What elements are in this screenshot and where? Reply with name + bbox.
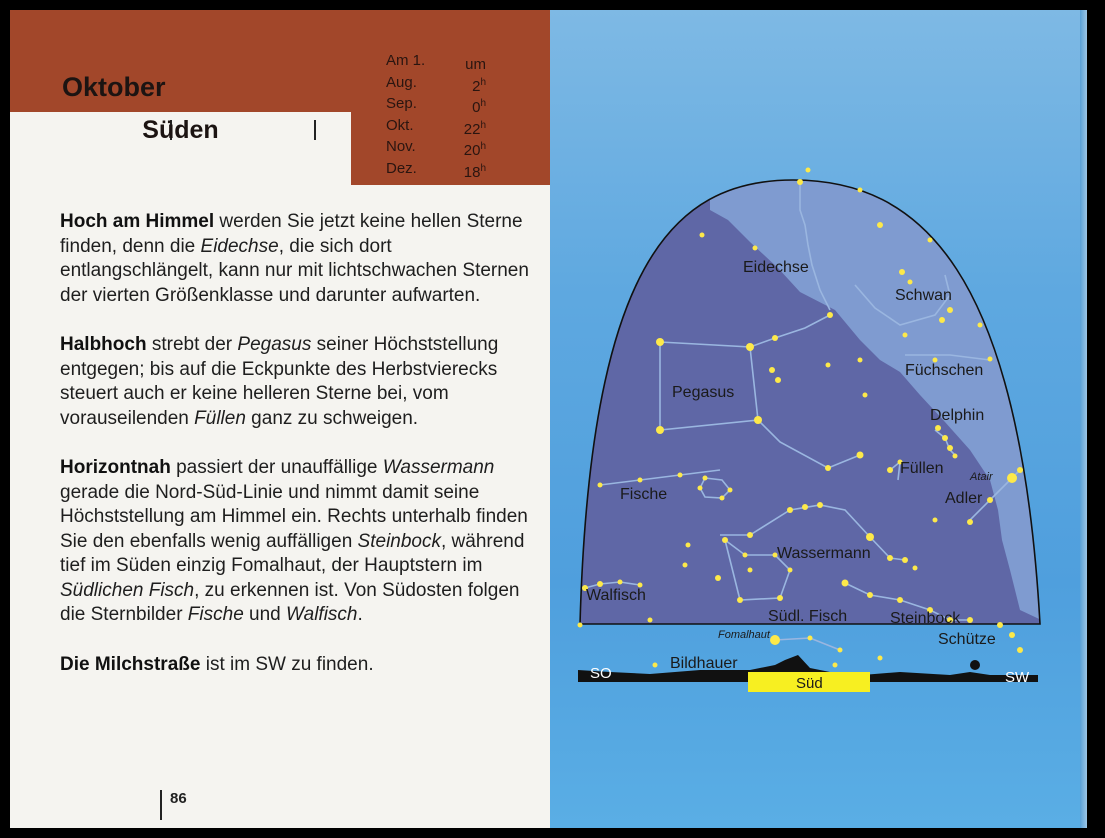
star [942, 435, 948, 441]
star [858, 358, 863, 363]
star [947, 307, 953, 313]
times-row [386, 93, 486, 115]
times-date: Sep. [386, 95, 417, 113]
star [748, 568, 753, 573]
star [754, 416, 762, 424]
times-row [386, 72, 486, 94]
star [887, 467, 893, 473]
times-row [386, 158, 486, 180]
star [653, 663, 658, 668]
star [988, 357, 993, 362]
label-south: Süd [796, 675, 823, 692]
star [722, 537, 728, 543]
star [703, 476, 708, 481]
page-number: 86 [160, 790, 187, 820]
star [578, 623, 583, 628]
times-time: 0$^h$ [472, 98, 486, 117]
star [897, 597, 903, 603]
star [737, 597, 743, 603]
star [747, 532, 753, 538]
times-row [386, 136, 486, 158]
times-date: Nov. [386, 138, 416, 156]
label-bildhauer: Bildhauer [670, 655, 738, 672]
times-time: 18$^h$ [463, 162, 486, 181]
star [947, 445, 953, 451]
star [858, 188, 863, 193]
paragraph-milky-way: Die Milchstraße ist im SW zu finden. [60, 653, 374, 675]
star [1009, 632, 1015, 638]
star [867, 592, 873, 598]
direction-box [10, 112, 351, 185]
star [817, 502, 823, 508]
direction-title: Süden [142, 116, 219, 144]
divider-tick [314, 120, 316, 140]
star [908, 280, 913, 285]
label-eidechse: Eidechse [743, 259, 809, 276]
star [1017, 647, 1023, 653]
star [878, 656, 883, 661]
star [997, 622, 1003, 628]
right-page [550, 10, 1087, 828]
star [825, 465, 831, 471]
times-date: Am 1. [386, 52, 426, 69]
body-text [60, 210, 530, 702]
star [842, 580, 849, 587]
star [838, 648, 843, 653]
month-title: Oktober [62, 72, 166, 102]
observation-times [386, 50, 486, 180]
label-schwan: Schwan [895, 287, 952, 304]
times-time: um [465, 56, 486, 73]
star [698, 486, 703, 491]
times-time: 2$^h$ [472, 76, 486, 95]
star [1007, 473, 1017, 483]
star [743, 553, 748, 558]
star [939, 317, 945, 323]
label-southeast: SO [590, 665, 612, 682]
star [833, 663, 838, 668]
star-map [550, 10, 1087, 828]
star [899, 269, 905, 275]
star [903, 333, 908, 338]
star [770, 635, 780, 645]
star [826, 363, 831, 368]
times-date: Aug. [386, 73, 417, 91]
star [933, 518, 938, 523]
star [857, 452, 864, 459]
label-schuetze: Schütze [938, 631, 996, 648]
star [598, 483, 603, 488]
star [806, 168, 811, 173]
star [700, 233, 705, 238]
label-southwest: SW [1005, 669, 1030, 686]
star [866, 533, 874, 541]
star [775, 377, 781, 383]
star [953, 454, 958, 459]
star [967, 519, 973, 525]
paragraph-high-sky: Hoch am Himmel werden Sie jetzt keine hellen Sterne finden, denn die Eidechse, die sich dort entlangschlängelt, kann nur mit lichtschwachen Sternen der vierten Größenklasse und darunter aufwarten. [60, 211, 529, 306]
times-row [386, 50, 486, 72]
star [715, 575, 721, 581]
times-time: 20$^h$ [463, 141, 486, 160]
label-fische: Fische [620, 486, 668, 503]
star [787, 507, 793, 513]
star [686, 543, 691, 548]
label-wassermann: Wassermann [777, 545, 871, 562]
star [978, 323, 983, 328]
star [797, 179, 803, 185]
star [656, 338, 664, 346]
label-adler: Adler [945, 490, 983, 507]
star [728, 488, 733, 493]
star [863, 393, 868, 398]
star [648, 618, 653, 623]
paragraph-near-horizon: Horizontnah passiert der unauffällige Wassermann gerade die Nord-Süd-Linie und nimmt damit seine Höchststellung am Himmel ein. Rechts unterhalb finden Sie den ebenfalls wenig auffälligen Steinbock, während tief im Süden einzig Fomalhaut, der Hauptstern im Südlichen Fisch, zu erkennen ist. Von Südosten folgen die Sternbilder Fische und Walfisch. [60, 457, 528, 625]
star [678, 473, 683, 478]
star [913, 566, 918, 571]
label-atair: Atair [970, 471, 993, 483]
label-steinbock: Steinbock [890, 610, 961, 627]
star [967, 617, 973, 623]
star [618, 580, 623, 585]
star [935, 425, 941, 431]
star [808, 636, 813, 641]
paragraph-half-high: Halbhoch strebt der Pegasus seiner Höchststellung entgegen; bis auf die Eckpunkte des Herbstvierecks steuert auch er keine helleren Sterne bei, vom vorauseilenden Füllen ganz zu schweigen. [60, 334, 499, 429]
label-fuechschen: Füchschen [905, 362, 984, 379]
label-suedl-fisch: Südl. Fisch [768, 608, 848, 625]
star [827, 312, 833, 318]
star [656, 426, 664, 434]
label-walfisch: Walfisch [586, 587, 646, 604]
star [683, 563, 688, 568]
times-date: Dez. [386, 159, 417, 177]
label-pegasus: Pegasus [672, 384, 735, 401]
label-fomalhaut: Fomalhaut [718, 629, 770, 641]
line-suedl-fisch [775, 638, 840, 650]
label-fuellen: Füllen [900, 460, 944, 477]
times-row [386, 115, 486, 137]
star [1017, 467, 1023, 473]
left-page [10, 10, 550, 828]
star [746, 343, 754, 351]
star [887, 555, 893, 561]
label-delphin: Delphin [930, 407, 985, 424]
star [638, 478, 643, 483]
star [769, 367, 775, 373]
star [802, 504, 808, 510]
tree-icon [970, 660, 980, 670]
star [987, 497, 993, 503]
book-gutter [1080, 10, 1087, 828]
star [753, 246, 758, 251]
star [720, 496, 725, 501]
times-date: Okt. [386, 116, 414, 134]
star [877, 222, 883, 228]
star [788, 568, 793, 573]
star [902, 557, 908, 563]
star [772, 335, 778, 341]
star [777, 595, 783, 601]
times-time: 22$^h$ [463, 119, 486, 138]
star [928, 238, 933, 243]
